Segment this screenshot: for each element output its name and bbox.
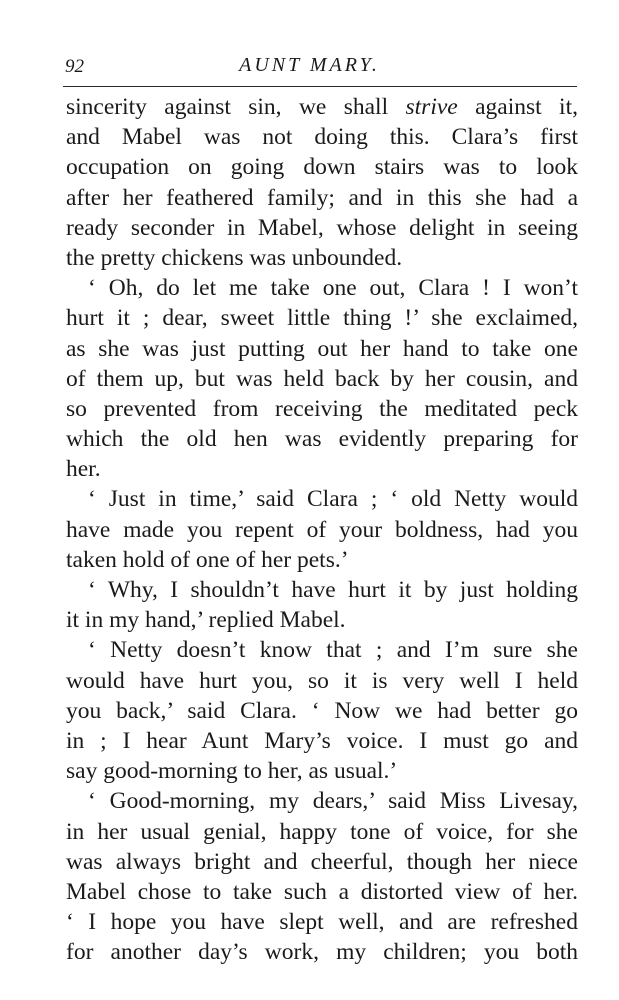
text-line: ‘ Why, I shouldn’t have hurt it by just holding bbox=[88, 577, 578, 603]
text-line: ‘ Oh, do let me take one out, Clara ! I won’t bbox=[88, 275, 578, 302]
text-line: after her feathered family; and in this she had a bbox=[66, 184, 578, 211]
text-line: would have hurt you, so it is very well I held bbox=[66, 667, 578, 694]
text-line: ‘ Good-morning, my dears,’ said Miss Livesay, bbox=[88, 788, 578, 815]
page-number: 92 bbox=[65, 56, 84, 77]
text-line: hurt it ; dear, sweet little thing !’ she exclaimed, bbox=[66, 305, 578, 332]
header-rule bbox=[63, 86, 577, 87]
text-line: you back,’ said Clara. ‘ Now we had better go bbox=[66, 697, 578, 724]
text-line: the pretty chickens was unbounded. bbox=[66, 244, 403, 271]
text-line: taken hold of one of her pets.’ bbox=[66, 546, 349, 573]
body-text bbox=[66, 92, 578, 967]
text-line: sincerity against sin, we shall strive against it, bbox=[66, 94, 578, 120]
running-head: AUNT MARY. bbox=[239, 54, 380, 76]
text-line: ‘ I hope you have slept well, and are refreshed bbox=[66, 909, 578, 936]
text-line: for another day’s work, my children; you both bbox=[66, 939, 578, 966]
text-line: in ; I hear Aunt Mary’s voice. I must go and bbox=[66, 727, 578, 754]
text-line: so prevented from receiving the meditated peck bbox=[66, 395, 578, 422]
text-line: Mabel chose to take such a distorted view of her. bbox=[66, 878, 578, 905]
text-line: and Mabel was not doing this. Clara’s first bbox=[66, 124, 578, 151]
text-line: it in my hand,’ replied Mabel. bbox=[66, 607, 346, 634]
text-line: was always bright and cheerful, though her niece bbox=[66, 848, 578, 875]
text-line: in her usual genial, happy tone of voice, for she bbox=[66, 818, 578, 845]
text-line: as she was just putting out her hand to take one bbox=[66, 335, 578, 362]
text-line: have made you repent of your boldness, had you bbox=[66, 516, 578, 543]
text-line: which the old hen was evidently preparing for bbox=[66, 426, 578, 453]
page-header bbox=[0, 44, 619, 84]
text-line: of them up, but was held back by her cousin, and bbox=[66, 365, 578, 392]
text-line: ‘ Just in time,’ said Clara ; ‘ old Netty would bbox=[88, 486, 578, 513]
text-line: ready seconder in Mabel, whose delight in seeing bbox=[66, 214, 578, 241]
text-line: say good-morning to her, as usual.’ bbox=[66, 758, 398, 785]
text-line: ‘ Netty doesn’t know that ; and I’m sure she bbox=[88, 637, 578, 664]
text-line: her. bbox=[66, 456, 101, 483]
text-line: occupation on going down stairs was to look bbox=[66, 154, 578, 181]
